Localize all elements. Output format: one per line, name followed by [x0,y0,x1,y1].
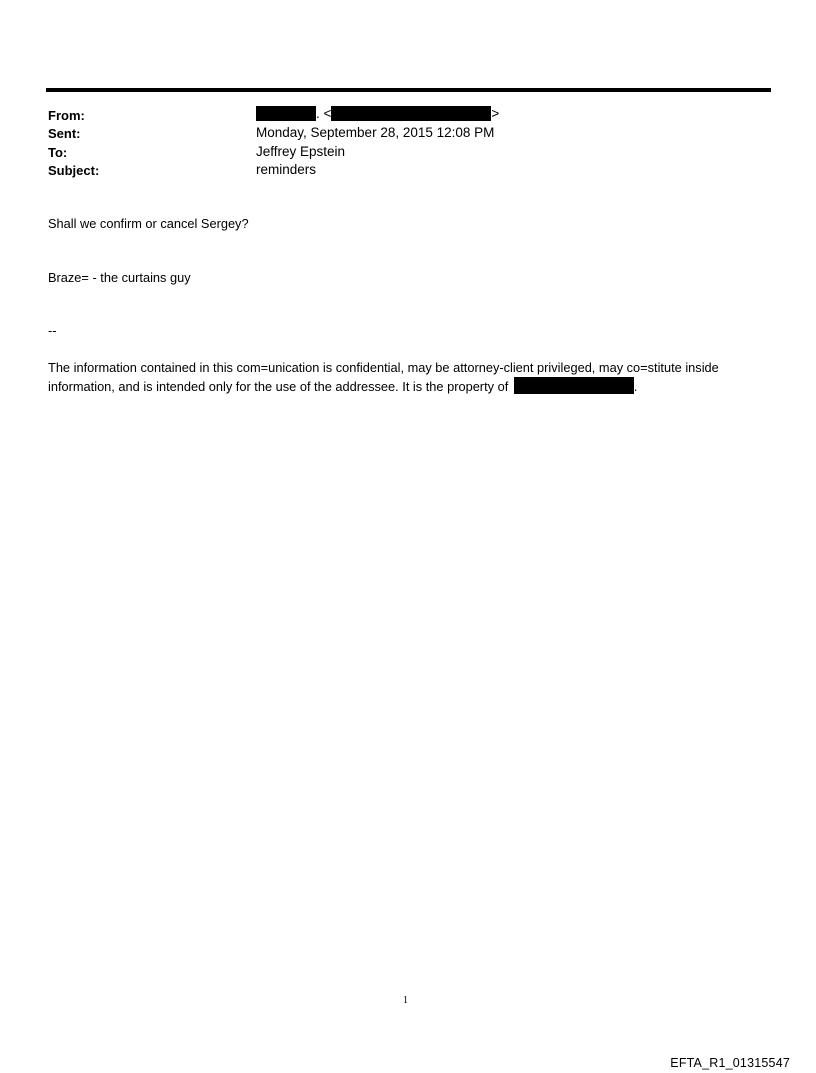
disclaimer-line-2 [48,377,637,396]
to-value: Jeffrey Epstein [256,144,346,159]
to-label: To: [48,145,68,160]
subject-value: reminders [256,162,317,177]
sent-value: Monday, September 28, 2015 12:08 PM [256,125,495,140]
body-separator: -- [48,323,57,338]
page-number: 1 [403,995,408,1006]
sent-label: Sent: [48,126,81,141]
body-line-2: Braze= - the curtains guy [48,270,191,285]
header-rule [46,88,771,92]
from-separator: . < [316,106,332,121]
redaction-property-owner [514,377,634,394]
disclaimer-line-1: The information contained in this com=unication is confidential, may be attorney-client privileged, may co=stitute inside [48,360,719,375]
disclaimer-end: . [633,379,638,394]
disclaimer-line-2-text: information, and is intended only for the use of the addressee. It is the property of [48,379,509,394]
redaction-from-name [256,106,316,121]
body-line-1: Shall we confirm or cancel Sergey? [48,216,249,231]
from-value [256,106,499,122]
bates-number: EFTA_R1_01315547 [670,1056,790,1070]
from-label: From: [48,108,85,123]
subject-label: Subject: [48,163,100,178]
from-close: > [491,106,500,121]
redaction-from-email [331,106,491,121]
